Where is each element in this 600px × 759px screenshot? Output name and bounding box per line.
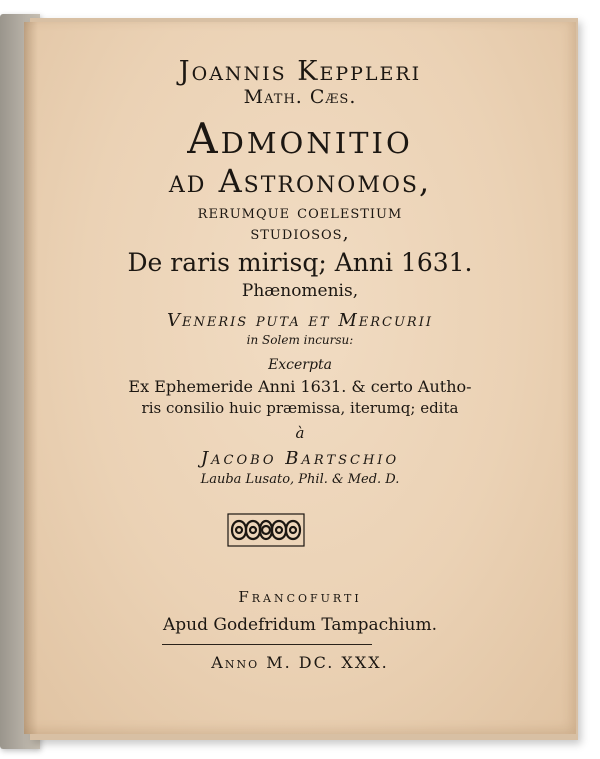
fleuron-ornament-icon bbox=[226, 510, 306, 550]
planets-note: in Solem incursu: bbox=[246, 333, 354, 347]
title-page-text bbox=[24, 22, 576, 734]
year-line: Anno M. DC. XXX. bbox=[211, 653, 389, 672]
author-name: Joannis Keppleri bbox=[178, 56, 422, 87]
editor-name: Jacobo Bartschio bbox=[200, 448, 400, 469]
author-title: Math. Cæs. bbox=[243, 86, 357, 108]
by-word: à bbox=[295, 424, 305, 442]
place-of-printing: Francofurti bbox=[238, 588, 362, 606]
source-line-2: ris consilio huic præmissa, iterumq; edita bbox=[141, 399, 459, 417]
imprint-rule bbox=[162, 644, 372, 645]
source-line-1: Ex Ephemeride Anni 1631. & certo Autho- bbox=[128, 377, 472, 396]
title-line-4: studiosos, bbox=[250, 222, 350, 244]
editor-details: Lauba Lusato, Phil. & Med. D. bbox=[200, 472, 400, 487]
subject-line: De raris mirisq; Anni 1631. bbox=[127, 248, 473, 277]
publisher-line: Apud Godefridum Tampachium. bbox=[162, 615, 438, 635]
title-line-2: ad Astronomos, bbox=[168, 162, 432, 200]
subject-line-2: Phænomenis, bbox=[241, 281, 359, 301]
title-line-3: rerumque coelestium bbox=[197, 201, 403, 223]
excerpta-label: Excerpta bbox=[268, 357, 332, 373]
planets-line: Veneris puta et Mercurii bbox=[166, 310, 433, 331]
main-title: Admonitio bbox=[187, 114, 413, 163]
